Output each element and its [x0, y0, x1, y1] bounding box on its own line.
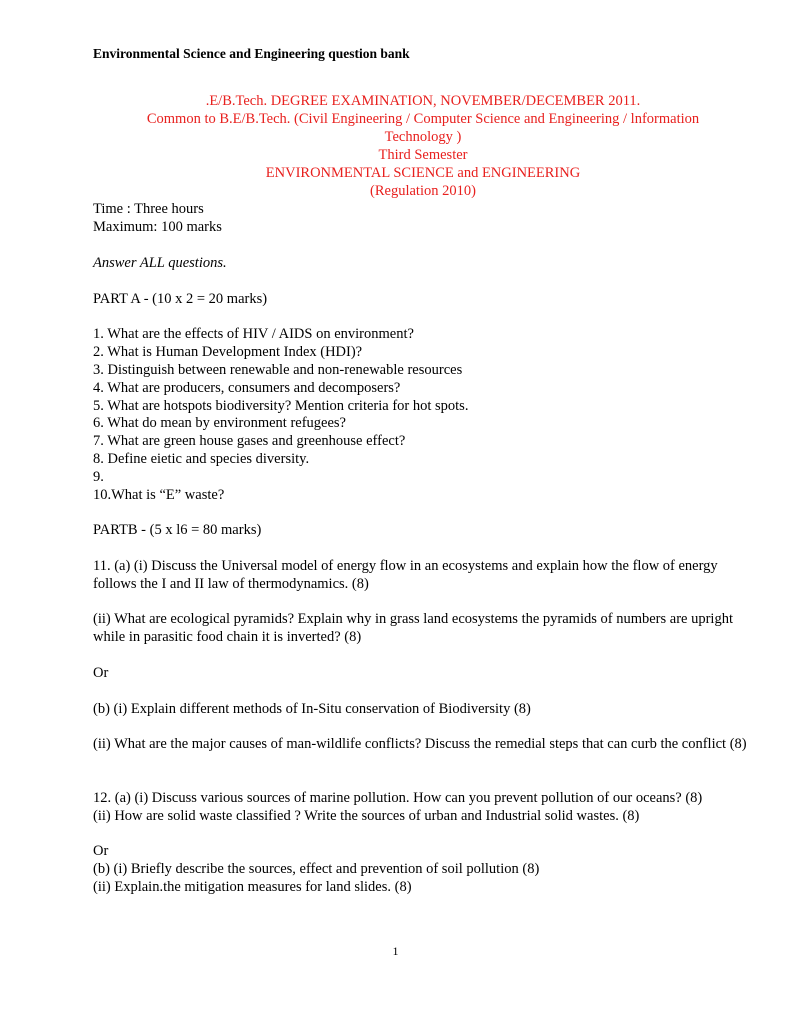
part-a-question: 2. What is Human Development Index (HDI)?: [93, 344, 363, 360]
part-a-question: 9.: [93, 469, 104, 485]
part-a-question: 4. What are producers, consumers and decomposers?: [93, 380, 401, 396]
part-b-question: (b) (i) Explain different methods of In-Situ conservation of Biodiversity (8): [93, 701, 531, 717]
part-b-question: (ii) What are the major causes of man-wildlife conflicts? Discuss the remedial steps that can curb the conflict (8): [93, 736, 747, 752]
document-header: Environmental Science and Engineering question bank: [93, 46, 410, 61]
exam-title-line: Technology ): [384, 129, 462, 145]
exam-max-marks: Maximum: 100 marks: [93, 219, 222, 235]
part-b-question: (b) (i) Briefly describe the sources, effect and prevention of soil pollution (8): [93, 861, 540, 877]
exam-title-line: Common to B.E/B.Tech. (Civil Engineering / Computer Science and Engineering / lnformation: [146, 111, 700, 127]
exam-title-line: ENVIRONMENTAL SCIENCE and ENGINEERING: [265, 165, 581, 181]
or-separator: Or: [93, 843, 109, 859]
exam-title-block: [93, 92, 753, 200]
part-a-question: 3. Distinguish between renewable and non-renewable resources: [93, 362, 463, 378]
page-number: 1: [392, 944, 399, 958]
part-a-heading: PART A - (10 x 2 = 20 marks): [93, 291, 268, 307]
part-b-question: (ii) What are ecological pyramids? Explain why in grass land ecosystems the pyramids of numbers are upright while in parasitic food chain it is inverted? (8): [93, 611, 733, 645]
part-a-question: 6. What do mean by environment refugees?: [93, 415, 346, 431]
or-separator: Or: [93, 665, 109, 681]
part-b-question: 12. (a) (i) Discuss various sources of marine pollution. How can you prevent pollution of our oceans? (8): [93, 790, 703, 806]
exam-instruction: Answer ALL questions.: [93, 255, 227, 271]
exam-title-line: Third Semester: [378, 147, 468, 163]
exam-title-line: (Regulation 2010): [370, 183, 476, 199]
exam-title-line: .E/B.Tech. DEGREE EXAMINATION, NOVEMBER/DECEMBER 2011.: [205, 93, 641, 109]
exam-time: Time : Three hours: [93, 201, 204, 217]
part-b-heading: PARTB - (5 x l6 = 80 marks): [93, 522, 262, 538]
part-b-question: (ii) Explain.the mitigation measures for land slides. (8): [93, 879, 412, 895]
part-a-question: 7. What are green house gases and greenhouse effect?: [93, 433, 406, 449]
part-a-question: 1. What are the effects of HIV / AIDS on environment?: [93, 326, 414, 342]
part-a-question: 10.What is “E” waste?: [93, 487, 225, 503]
part-b-question: 11. (a) (i) Discuss the Universal model of energy flow in an ecosystems and explain how the flow of energy follows the I and II law of thermodynamics. (8): [93, 558, 718, 592]
part-a-question: 5. What are hotspots biodiversity? Mention criteria for hot spots.: [93, 398, 469, 414]
part-b-question: (ii) How are solid waste classified ? Write the sources of urban and Industrial solid wastes. (8): [93, 808, 640, 824]
part-a-question: 8. Define eietic and species diversity.: [93, 451, 310, 467]
